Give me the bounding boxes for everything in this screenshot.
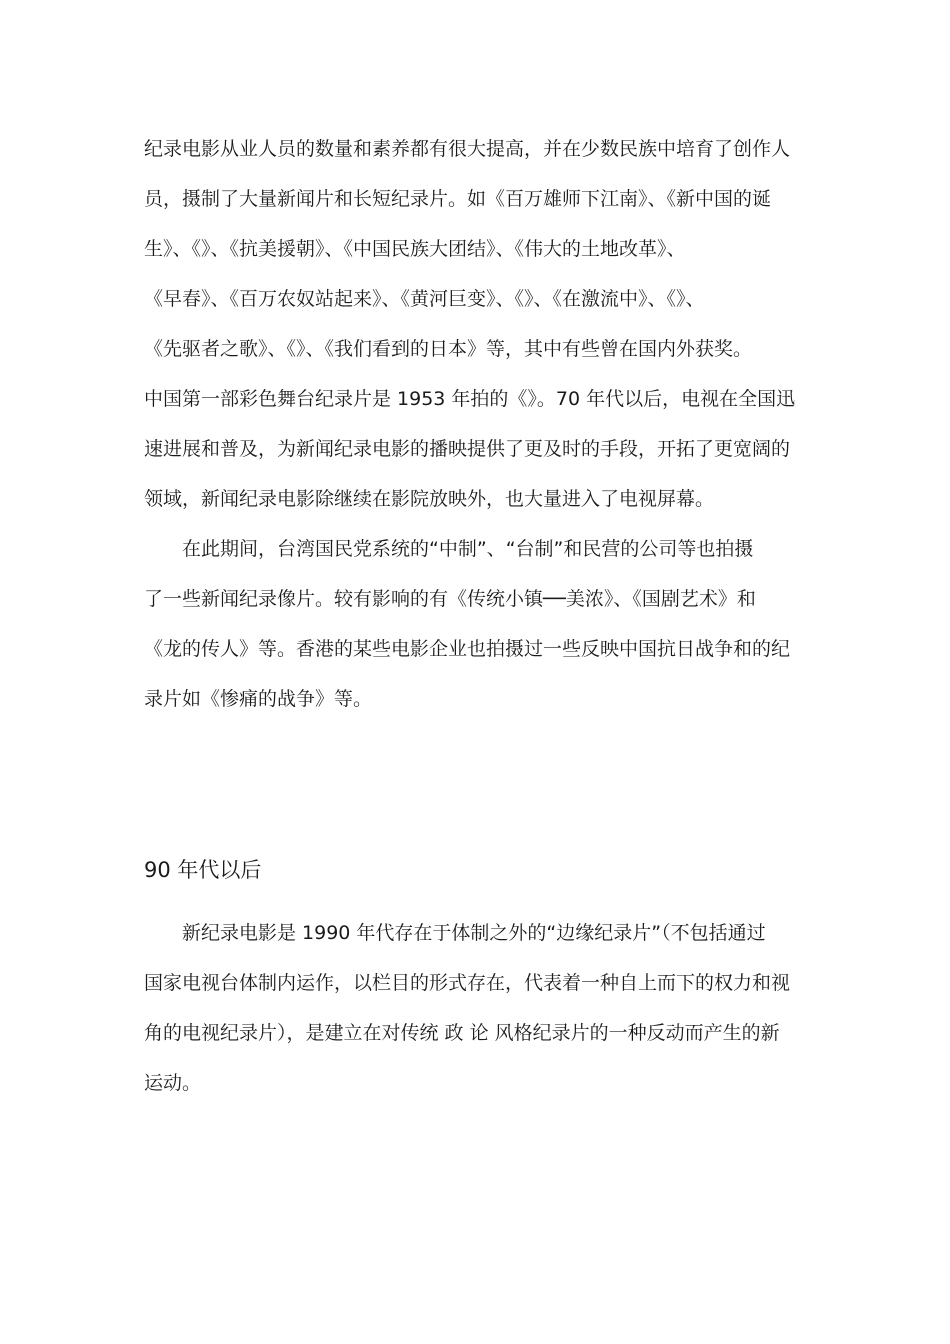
text-line: 在此期间，台湾国民党系统的“中制”、“台制”和民营的公司等也拍摄 bbox=[182, 538, 754, 560]
text-line: 新纪录电影是 1990 年代存在于体制之外的“边缘纪录片”（不包括通过 bbox=[182, 922, 766, 944]
text-line: 《先驱者之歌》、《》、《我们看到的日本》等，其中有些曾在国内外获奖。 bbox=[144, 338, 753, 360]
text-line: 员，摄制了大量新闻片和长短纪录片。如《百万雄师下江南》、《新中国的诞 bbox=[144, 188, 772, 210]
section-heading: 90 年代以后 bbox=[144, 858, 262, 882]
text-line: 纪录电影从业人员的数量和素养都有很大提高，并在少数民族中培育了创作人 bbox=[144, 138, 791, 160]
text-line: 《早春》、《百万农奴站起来》、《黄河巨变》、《》、《在激流中》、《》、 bbox=[144, 288, 705, 310]
text-line: 国家电视台体制内运作，以栏目的形式存在，代表着一种自上而下的权力和视 bbox=[144, 972, 791, 994]
text-line: 角的电视纪录片），是建立在对传统 政 论 风格纪录片的一种反动而产生的新 bbox=[144, 1022, 780, 1044]
text-line: 速进展和普及，为新闻纪录电影的播映提供了更及时的手段，开拓了更宽阔的 bbox=[144, 438, 791, 460]
text-line: 领域，新闻纪录电影除继续在影院放映外，也大量进入了电视屏幕。 bbox=[144, 488, 715, 510]
text-line: 中国第一部彩色舞台纪录片是 1953 年拍的《》。70 年代以后，电视在全国迅 bbox=[144, 388, 796, 410]
text-line: 《龙的传人》等。香港的某些电影企业也拍摄过一些反映中国抗日战争和的纪 bbox=[144, 638, 791, 660]
text-line: 录片如《惨痛的战争》等。 bbox=[144, 688, 373, 710]
text-line: 了一些新闻纪录像片。较有影响的有《传统小镇──美浓》、《国剧艺术》和 bbox=[144, 588, 756, 610]
text-line: 生》、《》、《抗美援朝》、《中国民族大团结》、《伟大的土地改革》、 bbox=[144, 238, 686, 260]
text-line: 运动。 bbox=[144, 1072, 202, 1094]
